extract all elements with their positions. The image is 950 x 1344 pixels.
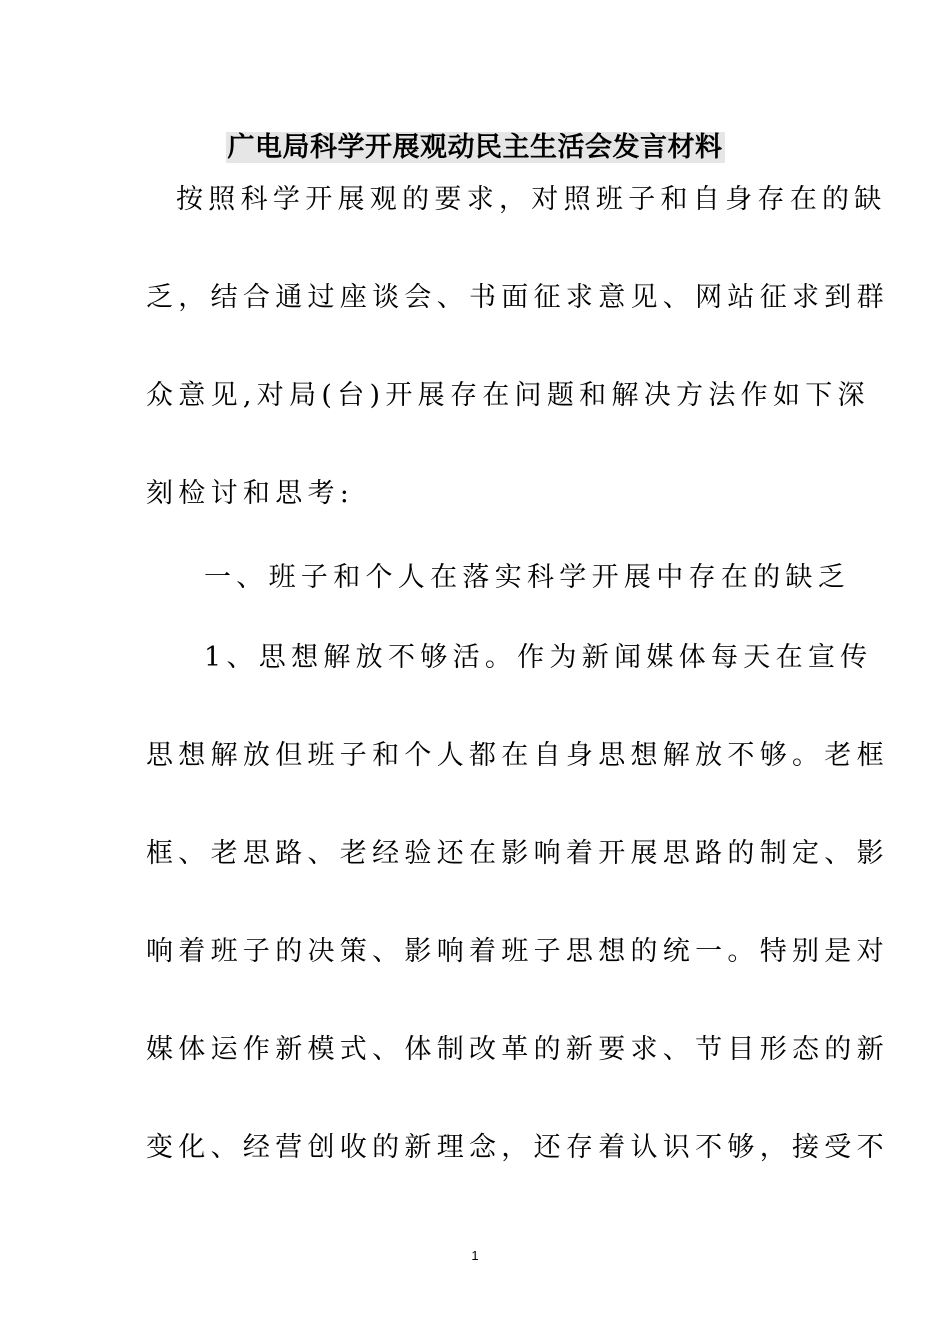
document-title-text: 广电局科学开展观动民主生活会发言材料 bbox=[227, 132, 723, 163]
paragraph-line: 响着班子的决策、影响着班子思想的统一。特别是对 bbox=[146, 936, 889, 967]
paragraph-line: 按照科学开展观的要求，对照班子和自身存在的缺 bbox=[176, 184, 887, 215]
paragraph-line: 1、思想解放不够活。作为新闻媒体每天在宣传 bbox=[204, 642, 873, 673]
paragraph-line: 框、老思路、老经验还在影响着开展思路的制定、影 bbox=[146, 838, 889, 869]
paragraph-line: 变化、经营创收的新理念，还存着认识不够，接受不 bbox=[146, 1132, 889, 1163]
paragraph-line: 众意见,对局(台)开展存在问题和解决方法作如下深 bbox=[146, 380, 870, 411]
section-heading: 一、班子和个人在落实科学开展中存在的缺乏 bbox=[204, 562, 850, 593]
paragraph-line: 乏，结合通过座谈会、书面征求意见、网站征求到群 bbox=[146, 282, 889, 313]
page-number: 1 bbox=[471, 1248, 479, 1263]
document-title bbox=[0, 128, 950, 168]
paragraph-line: 刻检讨和思考: bbox=[146, 478, 355, 509]
paragraph-line: 媒体运作新模式、体制改革的新要求、节目形态的新 bbox=[146, 1034, 889, 1065]
paragraph-line: 思想解放但班子和个人都在自身思想解放不够。老框 bbox=[146, 740, 889, 771]
